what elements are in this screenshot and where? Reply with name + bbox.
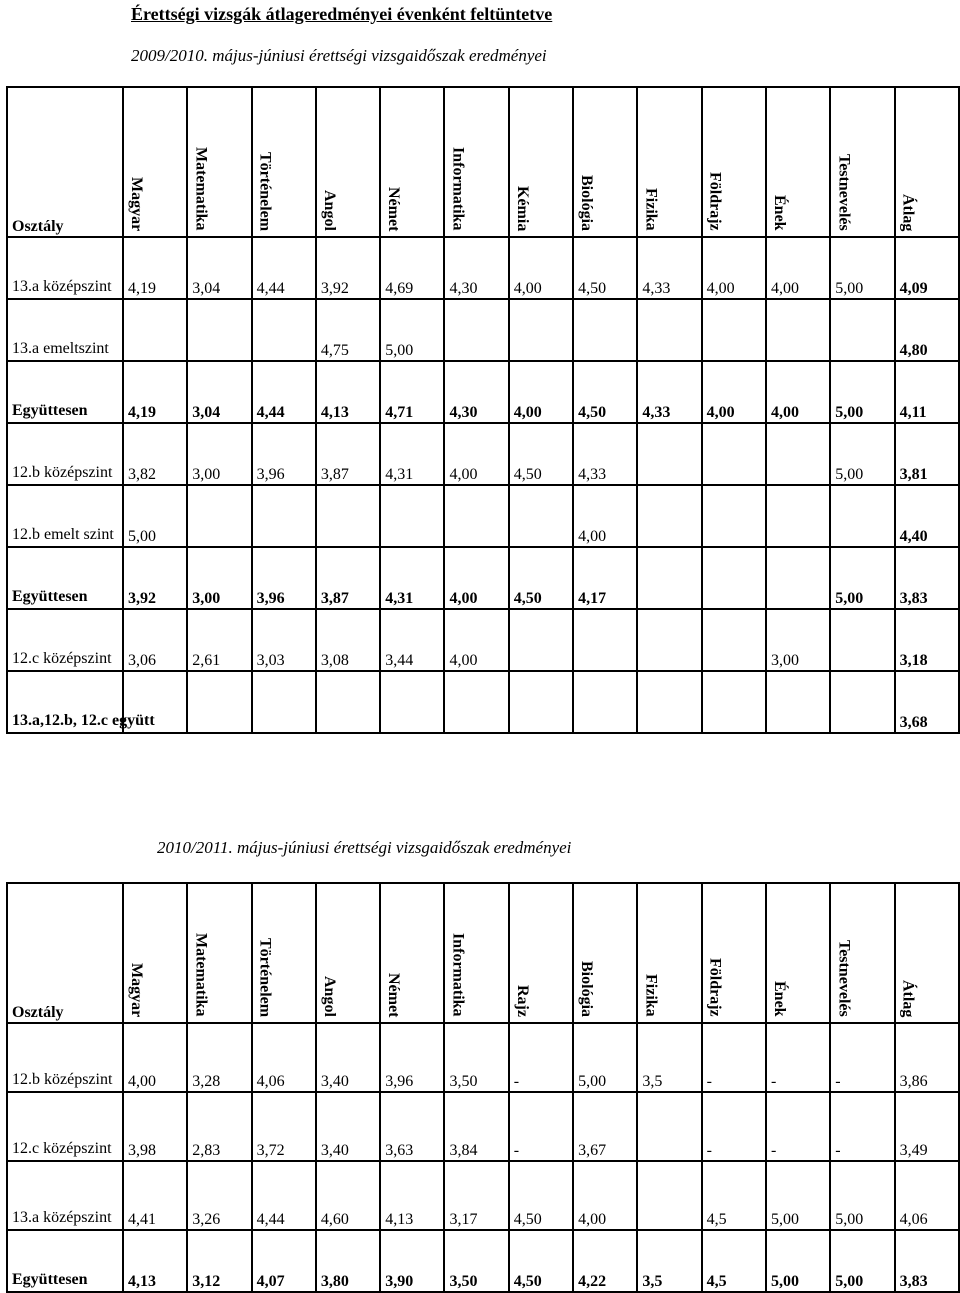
table-cell: 5,00 (380, 299, 444, 361)
table-cell (637, 547, 701, 609)
table-cell: - (509, 1092, 573, 1161)
table1-subtitle: 2009/2010. május-júniusi érettségi vizsgaidőszak eredményei (131, 46, 547, 65)
row-average: 3,81 (895, 423, 959, 485)
header-subject: Testnevelés (830, 883, 894, 1023)
table-row (7, 547, 959, 609)
table-cell: 4,07 (252, 1230, 316, 1292)
header-subject: Fizika (637, 87, 701, 237)
table-cell: 3,72 (252, 1092, 316, 1161)
table-cell (637, 485, 701, 547)
table-cell: 4,06 (252, 1023, 316, 1092)
row-label: 13.a,12.b, 12.c együtt (7, 671, 123, 733)
table-cell: 3,00 (187, 423, 251, 485)
table-cell: 4,33 (637, 361, 701, 423)
table-cell: 3,44 (380, 609, 444, 671)
table-cell: 3,5 (637, 1023, 701, 1092)
table-cell (702, 547, 766, 609)
header-subject: Biológia (573, 883, 637, 1023)
table-cell (766, 299, 830, 361)
header-average: Átlag (895, 883, 959, 1023)
table-cell: 4,00 (766, 361, 830, 423)
table-row (7, 485, 959, 547)
table-cell (637, 299, 701, 361)
table-cell (637, 423, 701, 485)
table-cell: 5,00 (766, 1230, 830, 1292)
table-cell: 5,00 (830, 237, 894, 299)
table-cell: 3,00 (187, 547, 251, 609)
table-cell: 4,50 (509, 547, 573, 609)
table-cell: 4,30 (444, 237, 508, 299)
table-cell: 4,00 (509, 361, 573, 423)
table-cell (702, 485, 766, 547)
header-subject: Rajz (509, 883, 573, 1023)
table-cell (187, 485, 251, 547)
table-cell: - (830, 1092, 894, 1161)
table-cell: 3,00 (766, 609, 830, 671)
table-cell (637, 671, 701, 733)
table-cell: 4,00 (444, 547, 508, 609)
table-cell: 3,63 (380, 1092, 444, 1161)
table-cell: 4,44 (252, 1161, 316, 1230)
header-subject: Informatika (444, 883, 508, 1023)
row-label: 12.b emelt szint (7, 485, 123, 547)
table-cell (637, 609, 701, 671)
table-cell: 3,28 (187, 1023, 251, 1092)
table-cell (509, 299, 573, 361)
table-cell (509, 609, 573, 671)
table-cell (123, 299, 187, 361)
table-cell: 4,00 (444, 423, 508, 485)
table-cell (830, 485, 894, 547)
header-subject: Magyar (123, 87, 187, 237)
table-cell: 4,17 (573, 547, 637, 609)
table-cell: 4,41 (123, 1161, 187, 1230)
table-cell (830, 299, 894, 361)
table-cell (252, 671, 316, 733)
table-cell (573, 671, 637, 733)
table-cell: 3,87 (316, 547, 380, 609)
table-cell: 3,40 (316, 1092, 380, 1161)
table-cell: 3,04 (187, 237, 251, 299)
table-cell: 5,00 (830, 1161, 894, 1230)
table-cell (187, 671, 251, 733)
table-cell: 3,96 (252, 547, 316, 609)
table-cell (444, 299, 508, 361)
table-cell (380, 671, 444, 733)
row-label: 12.b középszint (7, 1023, 123, 1092)
header-subject: Történelem (252, 87, 316, 237)
table-cell: 4,50 (509, 1161, 573, 1230)
table-cell: 4,13 (123, 1230, 187, 1292)
table-cell: 5,00 (123, 485, 187, 547)
header-subject: Ének (766, 883, 830, 1023)
table-cell: 4,00 (573, 1161, 637, 1230)
table-cell: 3,04 (187, 361, 251, 423)
table-cell: 3,50 (444, 1023, 508, 1092)
row-average: 4,80 (895, 299, 959, 361)
table-cell: 4,13 (316, 361, 380, 423)
row-average: 3,83 (895, 547, 959, 609)
table2-subtitle: 2010/2011. május-júniusi érettségi vizsgaidőszak eredményei (157, 838, 572, 857)
row-average: 3,86 (895, 1023, 959, 1092)
table-cell: 3,08 (316, 609, 380, 671)
table-cell: 3,84 (444, 1092, 508, 1161)
header-subject: Testnevelés (830, 87, 894, 237)
table-cell: 3,67 (573, 1092, 637, 1161)
table-cell (702, 423, 766, 485)
table-row (7, 1023, 959, 1092)
header-subject: Angol (316, 883, 380, 1023)
table-cell: 4,75 (316, 299, 380, 361)
table-cell (702, 299, 766, 361)
row-label: 13.a emeltszint (7, 299, 123, 361)
table-row (7, 237, 959, 299)
row-label: Együttesen (7, 547, 123, 609)
table-cell (187, 299, 251, 361)
table-cell (316, 485, 380, 547)
table-cell: 5,00 (830, 547, 894, 609)
row-average: 3,18 (895, 609, 959, 671)
table-cell (573, 299, 637, 361)
row-label: 12.c középszint (7, 1092, 123, 1161)
table-cell: 4,50 (509, 1230, 573, 1292)
table-row (7, 361, 959, 423)
table-cell: 4,00 (573, 485, 637, 547)
table-cell: 4,50 (509, 423, 573, 485)
table-cell: 4,00 (123, 1023, 187, 1092)
table-cell: 4,19 (123, 361, 187, 423)
table-cell: - (766, 1023, 830, 1092)
table-cell (637, 1092, 701, 1161)
header-subject: Történelem (252, 883, 316, 1023)
table-cell: 4,19 (123, 237, 187, 299)
table-row (7, 423, 959, 485)
table-cell: - (766, 1092, 830, 1161)
row-average: 4,09 (895, 237, 959, 299)
table-cell: 4,30 (444, 361, 508, 423)
table-cell (766, 423, 830, 485)
results-table-2009-2010 (6, 86, 960, 734)
table-cell: 4,60 (316, 1161, 380, 1230)
table-cell: - (830, 1023, 894, 1092)
table-row (7, 1092, 959, 1161)
row-average: 4,11 (895, 361, 959, 423)
row-average: 3,49 (895, 1092, 959, 1161)
row-label: 12.b középszint (7, 423, 123, 485)
table-row (7, 1230, 959, 1292)
header-class: Osztály (7, 87, 123, 237)
row-label: 13.a középszint (7, 237, 123, 299)
table-cell: 2,83 (187, 1092, 251, 1161)
table-cell: 5,00 (830, 361, 894, 423)
table-row (7, 609, 959, 671)
table-cell (702, 609, 766, 671)
table-cell: 3,96 (380, 1023, 444, 1092)
row-average: 4,06 (895, 1161, 959, 1230)
header-average: Átlag (895, 87, 959, 237)
table-cell: 3,92 (316, 237, 380, 299)
table-cell (766, 547, 830, 609)
table-cell: - (702, 1092, 766, 1161)
header-subject: Fizika (637, 883, 701, 1023)
table-cell: - (702, 1023, 766, 1092)
table-row (7, 299, 959, 361)
table-cell: 3,03 (252, 609, 316, 671)
table-cell: 5,00 (766, 1161, 830, 1230)
table-cell (573, 609, 637, 671)
page-title: Érettségi vizsgák átlageredményei évenként feltüntetve (131, 4, 553, 24)
table-cell: 4,13 (380, 1161, 444, 1230)
table-cell: 2,61 (187, 609, 251, 671)
table-cell: 5,00 (573, 1023, 637, 1092)
table-cell: 3,80 (316, 1230, 380, 1292)
table-cell: 3,40 (316, 1023, 380, 1092)
table-cell: 4,33 (637, 237, 701, 299)
table-cell: 4,00 (702, 361, 766, 423)
header-subject: Német (380, 883, 444, 1023)
row-label: Együttesen (7, 1230, 123, 1292)
table-cell: 3,12 (187, 1230, 251, 1292)
header-subject: Földrajz (702, 87, 766, 237)
table-cell: 4,50 (573, 237, 637, 299)
header-subject: Matematika (187, 87, 251, 237)
header-subject: Angol (316, 87, 380, 237)
table-cell (830, 671, 894, 733)
table-cell: 4,50 (573, 361, 637, 423)
table-cell (252, 299, 316, 361)
table-cell: 4,69 (380, 237, 444, 299)
table-cell: 3,90 (380, 1230, 444, 1292)
row-label: 13.a középszint (7, 1161, 123, 1230)
row-label: 12.c középszint (7, 609, 123, 671)
table-cell: 3,17 (444, 1161, 508, 1230)
header-subject: Matematika (187, 883, 251, 1023)
table-cell (444, 485, 508, 547)
header-subject: Informatika (444, 87, 508, 237)
table-cell: 3,5 (637, 1230, 701, 1292)
results-table-2010-2011 (6, 882, 960, 1293)
table-cell (830, 609, 894, 671)
table-cell: - (509, 1023, 573, 1092)
table-cell: 5,00 (830, 423, 894, 485)
header-class: Osztály (7, 883, 123, 1023)
table-cell: 4,31 (380, 423, 444, 485)
header-subject: Ének (766, 87, 830, 237)
table-row (7, 671, 959, 733)
table-cell: 5,00 (830, 1230, 894, 1292)
table-cell (702, 671, 766, 733)
table-cell: 3,87 (316, 423, 380, 485)
row-label: Együttesen (7, 361, 123, 423)
table-cell: 4,5 (702, 1230, 766, 1292)
table-cell (444, 671, 508, 733)
table-cell (252, 485, 316, 547)
table-cell: 3,92 (123, 547, 187, 609)
table-cell: 4,33 (573, 423, 637, 485)
row-average: 3,68 (895, 671, 959, 733)
table-cell: 4,31 (380, 547, 444, 609)
table-cell (766, 485, 830, 547)
header-subject: Földrajz (702, 883, 766, 1023)
table-cell: 3,82 (123, 423, 187, 485)
header-subject: Német (380, 87, 444, 237)
table-cell (380, 485, 444, 547)
table-cell: 4,5 (702, 1161, 766, 1230)
table-cell: 3,50 (444, 1230, 508, 1292)
header-subject: Magyar (123, 883, 187, 1023)
table-cell: 4,71 (380, 361, 444, 423)
table-cell (766, 671, 830, 733)
table-cell (509, 671, 573, 733)
table-cell: 3,98 (123, 1092, 187, 1161)
table-cell (316, 671, 380, 733)
table-cell: 4,44 (252, 237, 316, 299)
header-subject: Biológia (573, 87, 637, 237)
table-cell: 4,00 (444, 609, 508, 671)
table-cell: 4,00 (509, 237, 573, 299)
table-row (7, 1161, 959, 1230)
table-cell: 4,00 (702, 237, 766, 299)
table-cell: 3,96 (252, 423, 316, 485)
row-average: 3,83 (895, 1230, 959, 1292)
table-cell: 4,44 (252, 361, 316, 423)
row-average: 4,40 (895, 485, 959, 547)
table-cell: 4,00 (766, 237, 830, 299)
table-cell: 3,06 (123, 609, 187, 671)
header-subject: Kémia (509, 87, 573, 237)
table-cell (509, 485, 573, 547)
table-cell: 3,26 (187, 1161, 251, 1230)
table-cell (637, 1161, 701, 1230)
table-cell: 4,22 (573, 1230, 637, 1292)
